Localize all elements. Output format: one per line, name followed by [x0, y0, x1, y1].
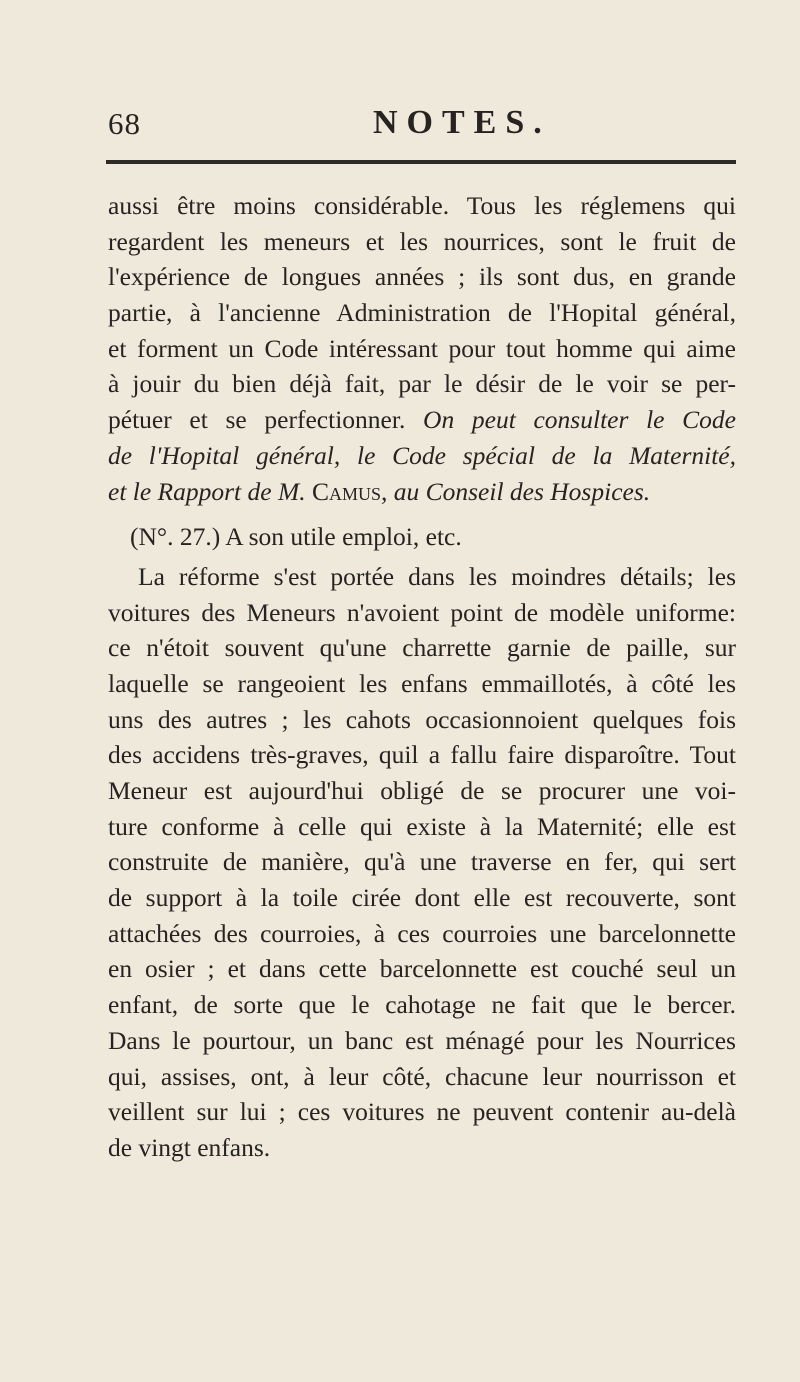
text-line: [108, 474, 736, 510]
text-line: attachées des courroies, à ces courroies une barcelonnette: [108, 918, 736, 948]
text-line: aussi être moins considérable. Tous les réglemens qui: [108, 191, 736, 220]
author-name: Camus: [311, 476, 381, 506]
text-line: uns des autres ; les cahots occasionnoient quelques fois: [108, 704, 736, 734]
text-line: et forment un Code intéressant pour tout homme qui aime: [108, 333, 736, 363]
page-header: [108, 103, 736, 147]
text-line: [108, 402, 736, 438]
body-text: [108, 188, 736, 1166]
text-line: des accidens très-graves, quil a fallu faire disparoître. Tout: [108, 740, 736, 770]
note-item: (N°. 27.) A son utile emploi, etc.: [130, 522, 462, 552]
text-line: de support à la toile cirée dont elle est recouverte, sont: [108, 883, 736, 913]
text-line: Meneur est aujourd'hui obligé de se procurer une voi-: [108, 776, 736, 805]
text-line: construite de manière, qu'à une traverse en fer, qui sert: [108, 847, 736, 877]
text-line: en osier ; et dans cette barcelonnette est couché seul un: [108, 954, 736, 984]
text-line: ture conforme à celle qui existe à la Maternité; elle est: [108, 811, 736, 841]
text-line: regardent les meneurs et les nourrices, sont le fruit de: [108, 226, 736, 256]
header-rule: [106, 160, 736, 164]
text-line: ce n'étoit souvent qu'une charrette garnie de paille, sur: [108, 633, 736, 663]
citation-fragment: et le Rapport de M.: [108, 476, 306, 506]
text-line: de vingt enfans.: [108, 1132, 271, 1162]
text-line: [108, 438, 736, 474]
text-line: l'expérience de longues années ; ils sont dus, en grande: [108, 262, 736, 292]
citation-fragment: , au Conseil des Hospices.: [380, 476, 651, 506]
text-line: à jouir du bien déjà fait, par le désir de le voir se per-: [108, 369, 736, 399]
text-fragment: pétuer et se perfectionner.: [108, 405, 406, 435]
running-head: NOTES.: [373, 104, 551, 141]
text-line: enfant, de sorte que le cahotage ne fait que le bercer.: [108, 990, 736, 1020]
text-line: La réforme s'est portée dans les moindres détails; les: [138, 561, 736, 591]
citation-fragment: de l'Hopital général, le Code spécial de la Maternité,: [108, 440, 736, 470]
text-line: veillent sur lui ; ces voitures ne peuvent contenir au-delà: [108, 1097, 736, 1127]
text-line: Dans le pourtour, un banc est ménagé pour les Nourrices: [108, 1025, 736, 1055]
spacer: [108, 509, 736, 519]
citation-fragment: On peut consulter le Code: [423, 405, 736, 435]
text-line: qui, assises, ont, à leur côté, chacune leur nourrisson et: [108, 1061, 736, 1091]
text-line: partie, à l'ancienne Administration de l'Hopital général,: [108, 298, 736, 328]
text-line: laquelle se rangeoient les enfans emmaillotés, à côté les: [108, 668, 736, 698]
page-number: 68: [108, 106, 141, 141]
text-line: voitures des Meneurs n'avoient point de modèle uniforme:: [108, 597, 736, 627]
